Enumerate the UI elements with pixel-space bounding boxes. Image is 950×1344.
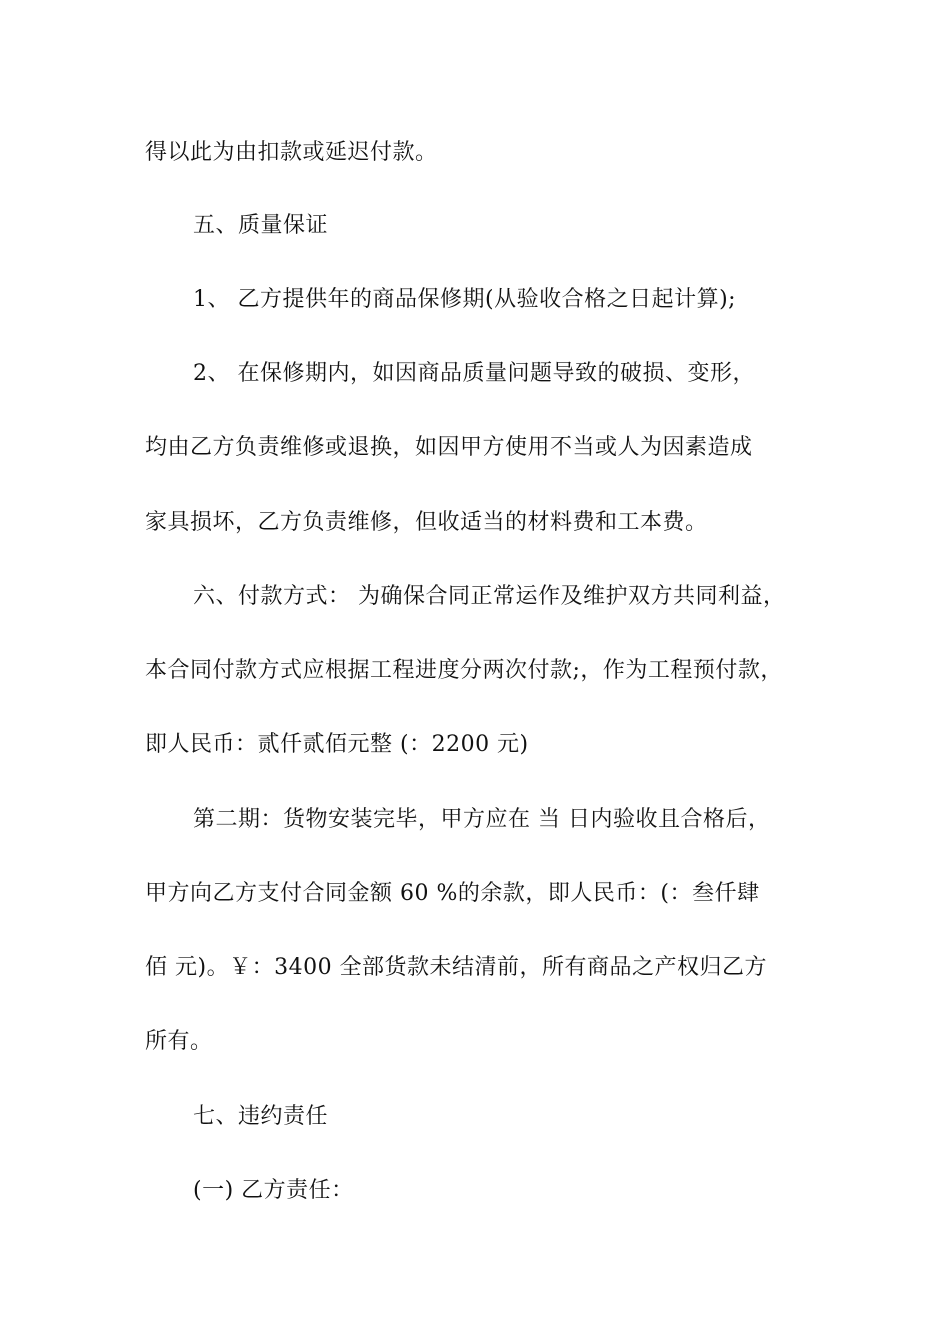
paragraph-line: 佰 元)。￥：3400 全部货款未结清前，所有商品之产权归乙方 [145, 955, 768, 980]
paragraph-line: 得以此为由扣款或延迟付款。 [145, 140, 438, 165]
paragraph-line: 即人民币：贰仟贰佰元整 (：2200 元) [145, 732, 529, 757]
clause-line: 第二期：货物安装完毕，甲方应在 当 日内验收且合格后， [193, 807, 771, 832]
clause-line: 2、 在保修期内，如因商品质量问题导致的破损、变形， [193, 361, 755, 386]
sub-heading-party-b: (一) 乙方责任： [193, 1178, 354, 1203]
section-heading-quality: 五、质量保证 [193, 213, 329, 238]
paragraph-line: 所有。 [145, 1029, 213, 1054]
section-heading-liability: 七、违约责任 [193, 1104, 329, 1129]
paragraph-line: 本合同付款方式应根据工程进度分两次付款;，作为工程预付款， [145, 658, 783, 683]
clause-line: 1、 乙方提供年的商品保修期(从验收合格之日起计算); [193, 287, 737, 312]
paragraph-line: 甲方向乙方支付合同金额 60 %的余款，即人民币：(：叁仟肆 [145, 881, 760, 906]
paragraph-line: 均由乙方负责维修或退换，如因甲方使用不当或人为因素造成 [145, 435, 753, 460]
section-heading-payment: 六、付款方式： 为确保合同正常运作及维护双方共同利益， [193, 584, 786, 609]
paragraph-line: 家具损坏，乙方负责维修，但收适当的材料费和工本费。 [145, 510, 708, 535]
